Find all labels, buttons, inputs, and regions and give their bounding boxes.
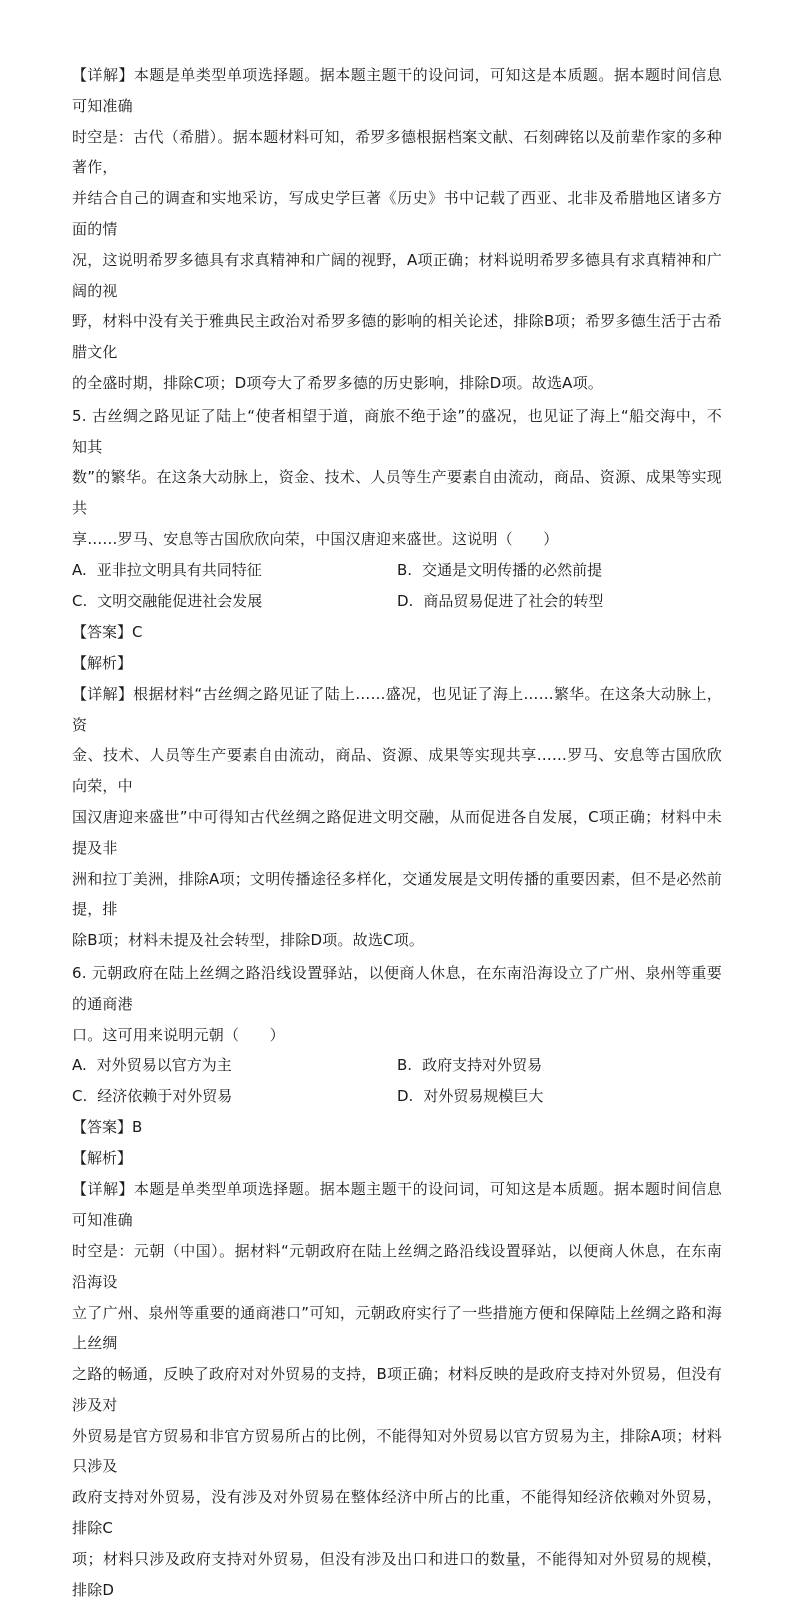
question-6-stem bbox=[72, 958, 722, 1050]
option-d bbox=[397, 1081, 722, 1112]
explanation-line: 况，这说明希罗多德具有求真精神和广阔的视野，A项正确；材料说明希罗多德具有求真精神和广阔的视 bbox=[72, 250, 722, 300]
explanation-line: 洲和拉丁美洲，排除A项；文明传播途径多样化，交通发展是文明传播的重要因素，但不是必然前提，排 bbox=[72, 869, 722, 919]
option-letter: C. bbox=[72, 1087, 88, 1106]
explanation-line: 立了广州、泉州等重要的通商港口”可知，元朝政府实行了一些措施方便和保障陆上丝绸之路和海上丝绸 bbox=[72, 1303, 722, 1353]
explanation-line: 除B项；材料未提及社会转型，排除D项。故选C项。 bbox=[72, 931, 425, 950]
option-c bbox=[72, 586, 397, 617]
option-c bbox=[72, 1081, 397, 1112]
analysis-label: 【解析】 bbox=[72, 1149, 133, 1168]
option-text: 政府支持对外贸易 bbox=[422, 1056, 543, 1075]
analysis-label: 【解析】 bbox=[72, 653, 133, 672]
option-text: 对外贸易以官方为主 bbox=[96, 1056, 232, 1075]
option-text: 对外贸易规模巨大 bbox=[423, 1087, 544, 1106]
option-text: 交通是文明传播的必然前提 bbox=[422, 560, 603, 579]
explanation-line: 外贸易是官方贸易和非官方贸易所占的比例，不能得知对外贸易以官方贸易为主，排除A项；材料只涉及 bbox=[72, 1426, 722, 1476]
option-a bbox=[72, 1050, 397, 1081]
explanation-line: 【详解】本题是单类型单项选择题。据本题主题干的设问词，可知这是本质题。据本题时间信息可知准确 bbox=[72, 1180, 722, 1230]
answer-label: 【答案】C bbox=[72, 622, 143, 641]
option-d bbox=[397, 586, 722, 617]
option-letter: A. bbox=[72, 560, 87, 579]
question-5 bbox=[72, 401, 722, 956]
option-text: 商品贸易促进了社会的转型 bbox=[423, 591, 604, 610]
answer-label: 【答案】B bbox=[72, 1118, 143, 1137]
option-b bbox=[397, 555, 722, 586]
explanation-line: 野，材料中没有关于雅典民主政治对希罗多德的影响的相关论述，排除B项；希罗多德生活于古希腊文化 bbox=[72, 312, 722, 362]
explanation-line: 政府支持对外贸易，没有涉及对外贸易在整体经济中所占的比重，不能得知经济依赖对外贸易，排除C bbox=[72, 1488, 722, 1538]
previous-question-explanation bbox=[72, 60, 722, 399]
explanation-line: 时空是：古代（希腊）。据本题材料可知，希罗多德根据档案文献、石刻碑铭以及前辈作家的多种著作， bbox=[72, 127, 722, 177]
question-5-options bbox=[72, 555, 722, 617]
question-6-options bbox=[72, 1050, 722, 1112]
explanation-line: 项；材料只涉及政府支持对外贸易，但没有涉及出口和进口的数量，不能得知对外贸易的规模，排除D bbox=[72, 1549, 722, 1599]
option-text: 经济依赖于对外贸易 bbox=[97, 1087, 233, 1106]
option-letter: C. bbox=[72, 591, 88, 610]
explanation-line: 之路的畅通，反映了政府对对外贸易的支持，B项正确；材料反映的是政府支持对外贸易，但没有涉及对 bbox=[72, 1365, 722, 1414]
document-page bbox=[72, 60, 722, 1605]
explanation-line: 【详解】本题是单类型单项选择题。据本题主题干的设问词，可知这是本质题。据本题时间信息可知准确 bbox=[72, 66, 722, 115]
explanation-line: 时空是：元朝（中国）。据材料“元朝政府在陆上丝绸之路沿线设置驿站，以便商人休息，在东南沿海设 bbox=[72, 1241, 722, 1291]
option-letter: D. bbox=[397, 591, 414, 610]
question-5-explanation bbox=[72, 679, 722, 956]
option-b bbox=[397, 1050, 722, 1081]
stem-line: 享……罗马、安息等古国欣欣向荣，中国汉唐迎来盛世。这说明（ ） bbox=[72, 529, 559, 548]
option-letter: B. bbox=[397, 1056, 413, 1075]
explanation-line: 的全盛时期，排除C项；D项夸大了希罗多德的历史影响，排除D项。故选A项。 bbox=[72, 373, 604, 392]
option-letter: A. bbox=[72, 1056, 87, 1075]
explanation-line: 【详解】根据材料“古丝绸之路见证了陆上……盛况，也见证了海上……繁华。在这条大动脉上，资 bbox=[72, 684, 722, 734]
stem-line: 口。这可用来说明元朝（ ） bbox=[72, 1025, 285, 1044]
option-letter: B. bbox=[397, 560, 413, 579]
option-text: 文明交融能促进社会发展 bbox=[97, 591, 263, 610]
option-text: 亚非拉文明具有共同特征 bbox=[96, 560, 262, 579]
question-5-stem bbox=[72, 401, 722, 555]
explanation-line: 国汉唐迎来盛世”中可得知古代丝绸之路促进文明交融，从而促进各自发展，C项正确；材料中未提及非 bbox=[72, 807, 722, 857]
option-a bbox=[72, 555, 397, 586]
question-6 bbox=[72, 958, 722, 1605]
stem-line: 数”的繁华。在这条大动脉上，资金、技术、人员等生产要素自由流动，商品、资源、成果等实现共 bbox=[72, 468, 722, 518]
stem-line: 5. 古丝绸之路见证了陆上“使者相望于道，商旅不绝于途”的盛况，也见证了海上“船交海中，不知其 bbox=[72, 406, 722, 456]
explanation-line: 金、技术、人员等生产要素自由流动，商品、资源、成果等实现共享……罗马、安息等古国欣欣向荣，中 bbox=[72, 746, 722, 796]
question-6-explanation bbox=[72, 1174, 722, 1605]
explanation-line: 并结合自己的调查和实地采访，写成史学巨著《历史》书中记载了西亚、北非及希腊地区诸多方面的情 bbox=[72, 189, 722, 238]
option-letter: D. bbox=[397, 1087, 414, 1106]
stem-line: 6. 元朝政府在陆上丝绸之路沿线设置驿站，以便商人休息，在东南沿海设立了广州、泉州等重要的通商港 bbox=[72, 963, 722, 1013]
